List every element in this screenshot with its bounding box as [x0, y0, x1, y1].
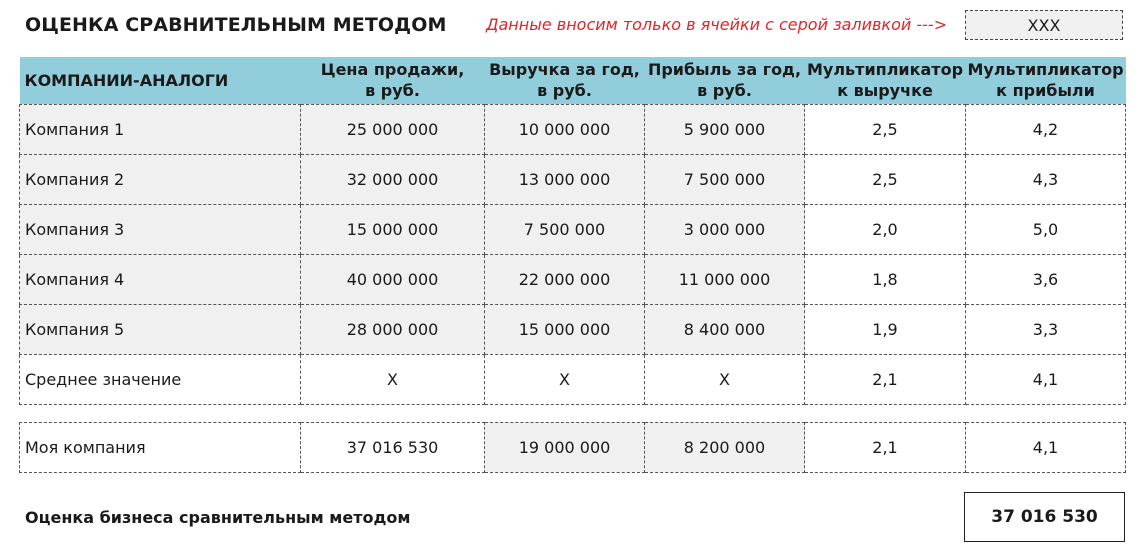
- input-hint: Данные вносим только в ячейки с серой заливкой --->: [486, 15, 948, 34]
- revenue-cell[interactable]: 22 000 000: [485, 254, 645, 304]
- header-sale-price: Цена продажи, в руб.: [301, 57, 485, 104]
- average-label: Среднее значение: [20, 354, 301, 404]
- average-row: [20, 354, 1126, 404]
- revenue-cell[interactable]: 15 000 000: [485, 304, 645, 354]
- profit-multiplier-cell: 4,3: [966, 154, 1126, 204]
- valuation-result: 37 016 530: [964, 492, 1125, 542]
- profit-cell[interactable]: 7 500 000: [645, 154, 805, 204]
- profit-cell[interactable]: 8 400 000: [645, 304, 805, 354]
- sale-price-cell[interactable]: 15 000 000: [301, 204, 485, 254]
- sale-price-cell[interactable]: 40 000 000: [301, 254, 485, 304]
- average-sale-price: X: [301, 354, 485, 404]
- table-row: [20, 304, 1126, 354]
- header-profit-multiplier: Мультипликатор к прибыли: [966, 57, 1126, 104]
- average-revenue-multiplier: 2,1: [805, 354, 966, 404]
- spacer-cell: [20, 404, 1126, 422]
- average-profit: X: [645, 354, 805, 404]
- profit-multiplier-cell: 3,6: [966, 254, 1126, 304]
- sale-price-cell[interactable]: 32 000 000: [301, 154, 485, 204]
- revenue-cell[interactable]: 7 500 000: [485, 204, 645, 254]
- my-company-revenue-multiplier: 2,1: [805, 422, 966, 472]
- table-row: [20, 104, 1126, 154]
- header-revenue-multiplier: Мультипликатор к выручке: [805, 57, 966, 104]
- sale-price-cell[interactable]: 28 000 000: [301, 304, 485, 354]
- average-profit-multiplier: 4,1: [966, 354, 1126, 404]
- table-row: [20, 154, 1126, 204]
- profit-multiplier-cell: 3,3: [966, 304, 1126, 354]
- table-row: [20, 204, 1126, 254]
- company-name-cell[interactable]: Компания 5: [20, 304, 301, 354]
- revenue-multiplier-cell: 2,0: [805, 204, 966, 254]
- my-company-label: Моя компания: [20, 422, 301, 472]
- revenue-cell[interactable]: 10 000 000: [485, 104, 645, 154]
- table-header-row: [20, 57, 1126, 104]
- profit-multiplier-cell: 4,2: [966, 104, 1126, 154]
- profit-cell[interactable]: 3 000 000: [645, 204, 805, 254]
- my-company-profit[interactable]: 8 200 000: [645, 422, 805, 472]
- revenue-cell[interactable]: 13 000 000: [485, 154, 645, 204]
- revenue-multiplier-cell: 2,5: [805, 104, 966, 154]
- profit-cell[interactable]: 5 900 000: [645, 104, 805, 154]
- my-company-revenue[interactable]: 19 000 000: [485, 422, 645, 472]
- company-name-cell[interactable]: Компания 1: [20, 104, 301, 154]
- page-title: ОЦЕНКА СРАВНИТЕЛЬНЫМ МЕТОДОМ: [25, 14, 447, 36]
- my-company-sale-price: 37 016 530: [301, 422, 485, 472]
- header-revenue: Выручка за год, в руб.: [485, 57, 645, 104]
- company-name-cell[interactable]: Компания 3: [20, 204, 301, 254]
- hint-input-cell[interactable]: XXX: [965, 10, 1123, 40]
- profit-cell[interactable]: 11 000 000: [645, 254, 805, 304]
- sale-price-cell[interactable]: 25 000 000: [301, 104, 485, 154]
- company-name-cell[interactable]: Компания 2: [20, 154, 301, 204]
- revenue-multiplier-cell: 1,9: [805, 304, 966, 354]
- revenue-multiplier-cell: 1,8: [805, 254, 966, 304]
- average-revenue: X: [485, 354, 645, 404]
- table-row: [20, 254, 1126, 304]
- valuation-label: Оценка бизнеса сравнительным методом: [25, 508, 411, 527]
- comparables-table: [19, 57, 1126, 473]
- header-companies: КОМПАНИИ-АНАЛОГИ: [20, 57, 301, 104]
- company-name-cell[interactable]: Компания 4: [20, 254, 301, 304]
- revenue-multiplier-cell: 2,5: [805, 154, 966, 204]
- my-company-profit-multiplier: 4,1: [966, 422, 1126, 472]
- spacer-row: [20, 404, 1126, 422]
- profit-multiplier-cell: 5,0: [966, 204, 1126, 254]
- my-company-row: [20, 422, 1126, 472]
- header-profit: Прибыль за год, в руб.: [645, 57, 805, 104]
